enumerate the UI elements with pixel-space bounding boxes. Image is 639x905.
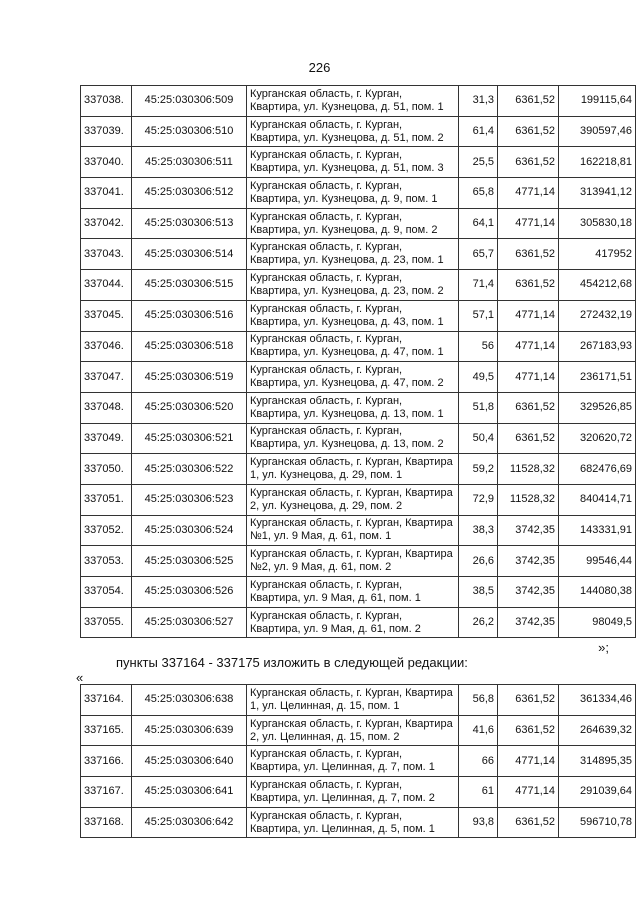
row-number-cell: 337168. [81, 807, 132, 838]
total-value-cell: 143331,91 [559, 515, 636, 546]
table-row [81, 685, 636, 716]
address-cell: Курганская область, г. Курган, Квартира 1, ул. Целинная, д. 15, пом. 1 [247, 685, 459, 716]
total-value-cell: 454212,68 [559, 270, 636, 301]
opening-mark: « [76, 670, 84, 685]
unit-price-cell: 4771,14 [498, 746, 559, 777]
total-value-cell: 840414,71 [559, 484, 636, 515]
unit-price-cell: 4771,14 [498, 300, 559, 331]
row-number-cell: 337055. [81, 607, 132, 638]
table-row [81, 746, 636, 777]
cadastral-number-cell: 45:25:030306:638 [132, 685, 247, 716]
table-row [81, 362, 636, 393]
table-row [81, 454, 636, 485]
table-row [81, 270, 636, 301]
address-cell: Курганская область, г. Курган, Квартира, ул. Кузнецова, д. 47, пом. 2 [247, 362, 459, 393]
total-value-cell: 596710,78 [559, 807, 636, 838]
cadastral-number-cell: 45:25:030306:526 [132, 577, 247, 608]
cadastral-number-cell: 45:25:030306:523 [132, 484, 247, 515]
address-cell: Курганская область, г. Курган, Квартира 1, ул. Кузнецова, д. 29, пом. 1 [247, 454, 459, 485]
table-row [81, 577, 636, 608]
area-cell: 65,8 [459, 178, 498, 209]
total-value-cell: 162218,81 [559, 147, 636, 178]
table-row [81, 178, 636, 209]
cadastral-number-cell: 45:25:030306:639 [132, 715, 247, 746]
address-cell: Курганская область, г. Курган, Квартира, ул. Кузнецова, д. 51, пом. 2 [247, 116, 459, 147]
table-row [81, 116, 636, 147]
total-value-cell: 291039,64 [559, 777, 636, 808]
unit-price-cell: 11528,32 [498, 454, 559, 485]
registry-table-bottom [80, 684, 636, 838]
cadastral-number-cell: 45:25:030306:642 [132, 807, 247, 838]
total-value-cell: 313941,12 [559, 178, 636, 209]
unit-price-cell: 6361,52 [498, 392, 559, 423]
row-number-cell: 337046. [81, 331, 132, 362]
table-row [81, 239, 636, 270]
address-cell: Курганская область, г. Курган, Квартира, ул. Кузнецова, д. 51, пом. 3 [247, 147, 459, 178]
row-number-cell: 337164. [81, 685, 132, 716]
address-cell: Курганская область, г. Курган, Квартира, ул. Кузнецова, д. 51, пом. 1 [247, 86, 459, 117]
total-value-cell: 272432,19 [559, 300, 636, 331]
unit-price-cell: 4771,14 [498, 362, 559, 393]
area-cell: 71,4 [459, 270, 498, 301]
row-number-cell: 337051. [81, 484, 132, 515]
table-row [81, 484, 636, 515]
area-cell: 66 [459, 746, 498, 777]
table-row [81, 607, 636, 638]
area-cell: 56,8 [459, 685, 498, 716]
cadastral-number-cell: 45:25:030306:520 [132, 392, 247, 423]
row-number-cell: 337053. [81, 546, 132, 577]
registry-table-top [80, 85, 636, 638]
total-value-cell: 314895,35 [559, 746, 636, 777]
table-row [81, 807, 636, 838]
cadastral-number-cell: 45:25:030306:515 [132, 270, 247, 301]
row-number-cell: 337052. [81, 515, 132, 546]
table-row [81, 423, 636, 454]
address-cell: Курганская область, г. Курган, Квартира, ул. Кузнецова, д. 23, пом. 2 [247, 270, 459, 301]
unit-price-cell: 4771,14 [498, 208, 559, 239]
area-cell: 59,2 [459, 454, 498, 485]
unit-price-cell: 6361,52 [498, 116, 559, 147]
row-number-cell: 337038. [81, 86, 132, 117]
cadastral-number-cell: 45:25:030306:521 [132, 423, 247, 454]
total-value-cell: 236171,51 [559, 362, 636, 393]
row-number-cell: 337040. [81, 147, 132, 178]
address-cell: Курганская область, г. Курган, Квартира №2, ул. 9 Мая, д. 61, пом. 2 [247, 546, 459, 577]
unit-price-cell: 6361,52 [498, 423, 559, 454]
address-cell: Курганская область, г. Курган, Квартира, ул. Целинная, д. 7, пом. 2 [247, 777, 459, 808]
unit-price-cell: 4771,14 [498, 178, 559, 209]
table-row [81, 392, 636, 423]
cadastral-number-cell: 45:25:030306:512 [132, 178, 247, 209]
area-cell: 56 [459, 331, 498, 362]
unit-price-cell: 6361,52 [498, 807, 559, 838]
table-row [81, 147, 636, 178]
row-number-cell: 337041. [81, 178, 132, 209]
unit-price-cell: 6361,52 [498, 147, 559, 178]
area-cell: 51,8 [459, 392, 498, 423]
unit-price-cell: 4771,14 [498, 777, 559, 808]
address-cell: Курганская область, г. Курган, Квартира, ул. Кузнецова, д. 13, пом. 1 [247, 392, 459, 423]
table-row [81, 777, 636, 808]
area-cell: 93,8 [459, 807, 498, 838]
page-number: 226 [308, 60, 331, 75]
closing-mark: »; [598, 640, 609, 655]
area-cell: 72,9 [459, 484, 498, 515]
address-cell: Курганская область, г. Курган, Квартира, ул. Кузнецова, д. 9, пом. 1 [247, 178, 459, 209]
unit-price-cell: 4771,14 [498, 331, 559, 362]
row-number-cell: 337166. [81, 746, 132, 777]
total-value-cell: 417952 [559, 239, 636, 270]
area-cell: 38,3 [459, 515, 498, 546]
address-cell: Курганская область, г. Курган, Квартира, ул. Целинная, д. 7, пом. 1 [247, 746, 459, 777]
total-value-cell: 267183,93 [559, 331, 636, 362]
area-cell: 61,4 [459, 116, 498, 147]
unit-price-cell: 6361,52 [498, 86, 559, 117]
cadastral-number-cell: 45:25:030306:518 [132, 331, 247, 362]
table-row [81, 300, 636, 331]
cadastral-number-cell: 45:25:030306:527 [132, 607, 247, 638]
total-value-cell: 98049,5 [559, 607, 636, 638]
table-row [81, 208, 636, 239]
address-cell: Курганская область, г. Курган, Квартира, ул. 9 Мая, д. 61, пом. 1 [247, 577, 459, 608]
area-cell: 61 [459, 777, 498, 808]
row-number-cell: 337048. [81, 392, 132, 423]
area-cell: 26,6 [459, 546, 498, 577]
cadastral-number-cell: 45:25:030306:640 [132, 746, 247, 777]
area-cell: 41,6 [459, 715, 498, 746]
unit-price-cell: 6361,52 [498, 239, 559, 270]
row-number-cell: 337050. [81, 454, 132, 485]
row-number-cell: 337054. [81, 577, 132, 608]
total-value-cell: 320620,72 [559, 423, 636, 454]
cadastral-number-cell: 45:25:030306:513 [132, 208, 247, 239]
address-cell: Курганская область, г. Курган, Квартира, ул. Кузнецова, д. 23, пом. 1 [247, 239, 459, 270]
unit-price-cell: 3742,35 [498, 577, 559, 608]
table-row [81, 715, 636, 746]
cadastral-number-cell: 45:25:030306:641 [132, 777, 247, 808]
unit-price-cell: 6361,52 [498, 270, 559, 301]
cadastral-number-cell: 45:25:030306:509 [132, 86, 247, 117]
table-row [81, 546, 636, 577]
address-cell: Курганская область, г. Курган, Квартира, ул. Целинная, д. 5, пом. 1 [247, 807, 459, 838]
area-cell: 31,3 [459, 86, 498, 117]
table-row [81, 331, 636, 362]
address-cell: Курганская область, г. Курган, Квартира, ул. Кузнецова, д. 47, пом. 1 [247, 331, 459, 362]
address-cell: Курганская область, г. Курган, Квартира №1, ул. 9 Мая, д. 61, пом. 1 [247, 515, 459, 546]
row-number-cell: 337042. [81, 208, 132, 239]
address-cell: Курганская область, г. Курган, Квартира, ул. Кузнецова, д. 43, пом. 1 [247, 300, 459, 331]
area-cell: 49,5 [459, 362, 498, 393]
total-value-cell: 264639,32 [559, 715, 636, 746]
cadastral-number-cell: 45:25:030306:510 [132, 116, 247, 147]
total-value-cell: 99546,44 [559, 546, 636, 577]
unit-price-cell: 6361,52 [498, 685, 559, 716]
row-number-cell: 337165. [81, 715, 132, 746]
area-cell: 65,7 [459, 239, 498, 270]
row-number-cell: 337167. [81, 777, 132, 808]
row-number-cell: 337039. [81, 116, 132, 147]
row-number-cell: 337044. [81, 270, 132, 301]
total-value-cell: 390597,46 [559, 116, 636, 147]
address-cell: Курганская область, г. Курган, Квартира, ул. Кузнецова, д. 9, пом. 2 [247, 208, 459, 239]
unit-price-cell: 6361,52 [498, 715, 559, 746]
unit-price-cell: 11528,32 [498, 484, 559, 515]
cadastral-number-cell: 45:25:030306:522 [132, 454, 247, 485]
table-row [81, 86, 636, 117]
total-value-cell: 682476,69 [559, 454, 636, 485]
unit-price-cell: 3742,35 [498, 546, 559, 577]
unit-price-cell: 3742,35 [498, 515, 559, 546]
total-value-cell: 329526,85 [559, 392, 636, 423]
row-number-cell: 337049. [81, 423, 132, 454]
amendment-instruction: пункты 337164 - 337175 изложить в следующей редакции: [116, 655, 468, 670]
address-cell: Курганская область, г. Курган, Квартира 2, ул. Целинная, д. 15, пом. 2 [247, 715, 459, 746]
total-value-cell: 199115,64 [559, 86, 636, 117]
table-row [81, 515, 636, 546]
total-value-cell: 305830,18 [559, 208, 636, 239]
cadastral-number-cell: 45:25:030306:525 [132, 546, 247, 577]
area-cell: 64,1 [459, 208, 498, 239]
row-number-cell: 337047. [81, 362, 132, 393]
area-cell: 26,2 [459, 607, 498, 638]
total-value-cell: 361334,46 [559, 685, 636, 716]
cadastral-number-cell: 45:25:030306:511 [132, 147, 247, 178]
address-cell: Курганская область, г. Курган, Квартира, ул. 9 Мая, д. 61, пом. 2 [247, 607, 459, 638]
area-cell: 25,5 [459, 147, 498, 178]
unit-price-cell: 3742,35 [498, 607, 559, 638]
address-cell: Курганская область, г. Курган, Квартира 2, ул. Кузнецова, д. 29, пом. 2 [247, 484, 459, 515]
area-cell: 57,1 [459, 300, 498, 331]
row-number-cell: 337045. [81, 300, 132, 331]
total-value-cell: 144080,38 [559, 577, 636, 608]
address-cell: Курганская область, г. Курган, Квартира, ул. Кузнецова, д. 13, пом. 2 [247, 423, 459, 454]
area-cell: 38,5 [459, 577, 498, 608]
cadastral-number-cell: 45:25:030306:524 [132, 515, 247, 546]
cadastral-number-cell: 45:25:030306:519 [132, 362, 247, 393]
cadastral-number-cell: 45:25:030306:514 [132, 239, 247, 270]
row-number-cell: 337043. [81, 239, 132, 270]
area-cell: 50,4 [459, 423, 498, 454]
cadastral-number-cell: 45:25:030306:516 [132, 300, 247, 331]
